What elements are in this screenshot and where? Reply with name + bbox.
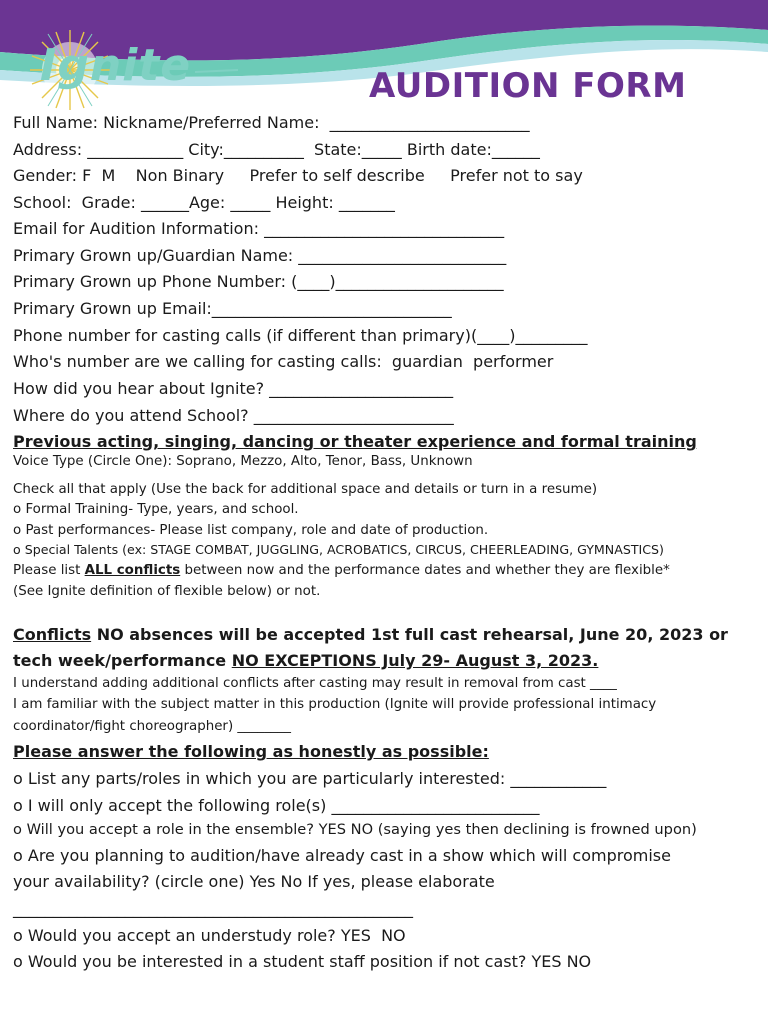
other-show-item: o Are you planning to audition/have already cast in a show which will compromise bbox=[13, 846, 671, 865]
coordinator-line: coordinator/fight choreographer) ________ bbox=[13, 719, 291, 734]
check-all-line: Check all that apply (Use the back for additional space and details or turn in a resume) bbox=[13, 482, 598, 497]
guardian-name-line: Primary Grown up/Guardian Name: __________________________ bbox=[13, 246, 507, 265]
experience-heading: Previous acting, singing, dancing or theater experience and formal training bbox=[13, 432, 697, 451]
past-performances-item: o Past performances- Please list company, role and date of production. bbox=[13, 523, 489, 538]
no-exceptions-dates: NO EXCEPTIONS July 29- August 3, 2023. bbox=[231, 651, 599, 670]
gender-line: Gender: F M Non Binary Prefer to self describe Prefer not to say bbox=[13, 166, 583, 185]
availability-line: your availability? (circle one) Yes No If yes, please elaborate bbox=[13, 872, 495, 891]
flexible-definition-line: (See Ignite definition of flexible below) or not. bbox=[13, 584, 321, 599]
full-name-line: Full Name: Nickname/Preferred Name: _________________________ bbox=[13, 113, 530, 132]
additional-conflicts-line: I understand adding additional conflicts after casting may result in removal from cast ____ bbox=[13, 676, 617, 691]
tech-week-label: tech week/performance bbox=[13, 651, 232, 670]
conflicts-label: Conflicts bbox=[13, 625, 92, 644]
ignite-logo: Ignite bbox=[40, 40, 192, 91]
casting-phone-line: Phone number for casting calls (if different than primary)(____)_________ bbox=[13, 326, 588, 345]
student-staff-item: o Would you be interested in a student staff position if not cast? YES NO bbox=[13, 952, 592, 971]
address-line: Address: ____________ City:__________ State:_____ Birth date:______ bbox=[13, 140, 540, 159]
tech-week-line bbox=[13, 653, 598, 669]
attend-school-line: Where do you attend School? _________________________ bbox=[13, 406, 454, 425]
school-line: School: Grade: ______Age: _____ Height: _______ bbox=[13, 193, 395, 212]
casting-contact-line: Who's number are we calling for casting calls: guardian performer bbox=[13, 352, 554, 371]
special-talents-item: o Special Talents (ex: STAGE COMBAT, JUGGLING, ACROBATICS, CIRCUS, CHEERLEADING, GYMNASTICS) bbox=[13, 542, 664, 557]
guardian-phone-line: Primary Grown up Phone Number: (____)_____________________ bbox=[13, 272, 504, 291]
header-banner bbox=[0, 0, 768, 120]
guardian-email-line: Primary Grown up Email:______________________________ bbox=[13, 299, 452, 318]
subject-matter-line: I am familiar with the subject matter in this production (Ignite will provide professional intimacy bbox=[13, 697, 657, 712]
honesty-heading: Please answer the following as honestly as possible: bbox=[13, 742, 489, 761]
conflicts-instruction-c: between now and the performance dates and whether they are flexible* bbox=[180, 563, 670, 578]
understudy-item: o Would you accept an understudy role? YES NO bbox=[13, 926, 406, 945]
only-accept-item: o I will only accept the following role(s) __________________________ bbox=[13, 796, 540, 815]
all-conflicts-emphasis: ALL conflicts bbox=[84, 563, 181, 578]
elaborate-blank-line: __________________________________________________ bbox=[13, 899, 413, 918]
conflicts-instruction-a: Please list bbox=[13, 563, 85, 578]
hear-about-line: How did you hear about Ignite? _______________________ bbox=[13, 379, 454, 398]
formal-training-item: o Formal Training- Type, years, and school. bbox=[13, 502, 299, 517]
email-line: Email for Audition Information: ______________________________ bbox=[13, 219, 505, 238]
roles-interested-item: o List any parts/roles in which you are particularly interested: ____________ bbox=[13, 769, 607, 788]
conflicts-rule: NO absences will be accepted 1st full cast rehearsal, June 20, 2023 or bbox=[91, 625, 728, 644]
conflicts-instruction bbox=[13, 564, 670, 577]
page-title: AUDITION FORM bbox=[369, 66, 687, 106]
voice-type-line: Voice Type (Circle One): Soprano, Mezzo, Alto, Tenor, Bass, Unknown bbox=[13, 454, 473, 469]
conflicts-heading bbox=[13, 627, 728, 643]
ensemble-item: o Will you accept a role in the ensemble? YES NO (saying yes then declining is frowned upon) bbox=[13, 821, 697, 838]
